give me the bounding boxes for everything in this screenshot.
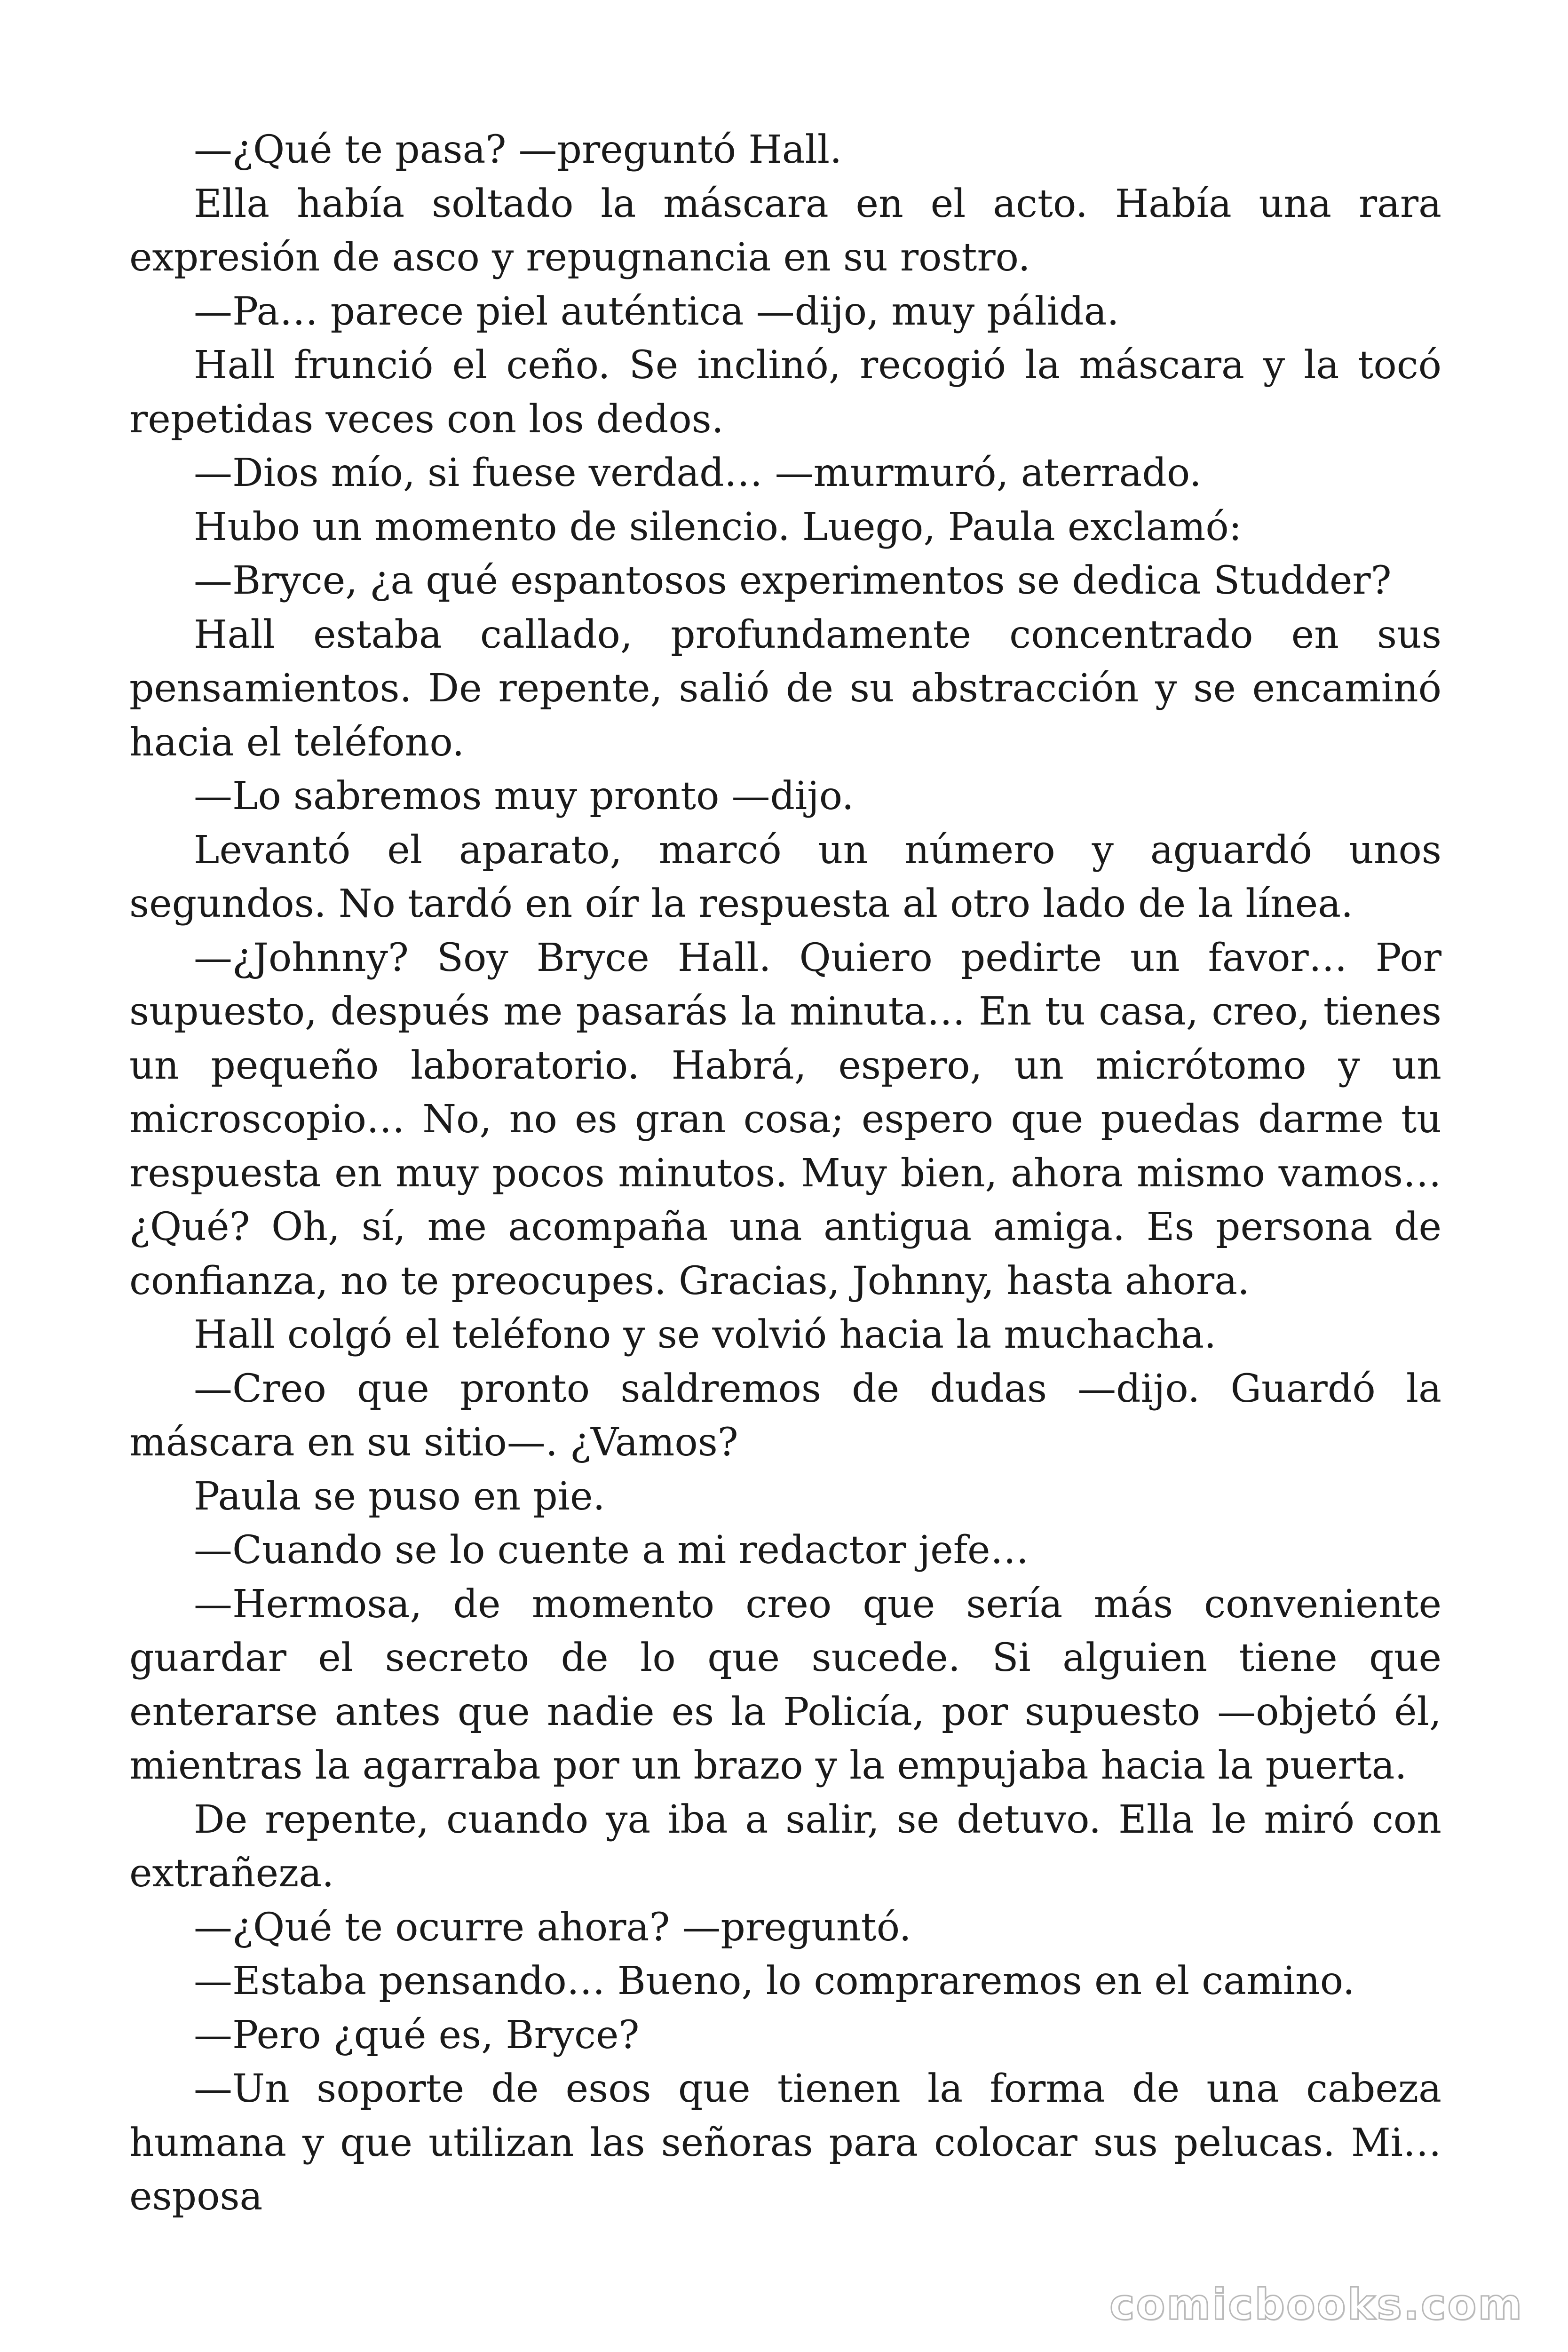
paragraph: —Bryce, ¿a qué espantosos experimentos se dedica Studder?: [194, 558, 1392, 603]
paragraph: Hall estaba callado, profundamente concentrado en sus pensamientos. De repente, salió de su abstracción y se encaminó hacia el teléfono.: [129, 612, 1441, 765]
paragraph: Levantó el aparato, marcó un número y aguardó unos segundos. No tardó en oír la respuesta al otro lado de la línea.: [129, 827, 1441, 926]
paragraph: —Cuando se lo cuente a mi redactor jefe…: [194, 1528, 1029, 1573]
page-text: [129, 123, 1441, 2224]
paragraph: Hubo un momento de silencio. Luego, Paula exclamó:: [194, 504, 1242, 549]
paragraph: Paula se puso en pie.: [194, 1474, 605, 1519]
paragraph: —¿Johnny? Soy Bryce Hall. Quiero pedirte un favor… Por supuesto, después me pasarás la minuta… En tu casa, creo, tienes un pequeño laboratorio. Habrá, espero, un micrótomo y un microscopio… No, no es gran cosa; espero que puedas darme tu respuesta en muy pocos minutos. Muy bien, ahora mismo vamos… ¿Qué? Oh, sí, me acompaña una antigua amiga. Es persona de confianza, no te preocupes. Gracias, Johnny, hasta ahora.: [129, 935, 1441, 1303]
paragraph: —Estaba pensando… Bueno, lo compraremos en el camino.: [194, 1959, 1355, 2003]
paragraph-continued: —Un soporte de esos que tienen la forma de una cabeza humana y que utilizan las señoras para colocar sus pelucas. Mi… esposa: [129, 2066, 1441, 2219]
paragraph: —¿Qué te pasa? —preguntó Hall.: [194, 127, 842, 172]
paragraph: Hall colgó el teléfono y se volvió hacia la muchacha.: [194, 1312, 1217, 1357]
paragraph: —Hermosa, de momento creo que sería más conveniente guardar el secreto de lo que sucede. Si alguien tiene que enterarse antes que nadie es la Policía, por supuesto —objetó él, mientras la agarraba por un brazo y la empujaba hacia la puerta.: [129, 1581, 1441, 1788]
paragraph: Hall frunció el ceño. Se inclinó, recogió la máscara y la tocó repetidas veces con los dedos.: [129, 343, 1441, 442]
watermark: comicbooks.com: [1109, 2280, 1523, 2329]
paragraph: —Pero ¿qué es, Bryce?: [194, 2012, 640, 2058]
paragraph: De repente, cuando ya iba a salir, se detuvo. Ella le miró con extrañeza.: [129, 1797, 1441, 1896]
paragraph: Ella había soltado la máscara en el acto. Había una rara expresión de asco y repugnancia en su rostro.: [129, 181, 1441, 280]
paragraph: —Creo que pronto saldremos de dudas —dijo. Guardó la máscara en su sitio—. ¿Vamos?: [129, 1366, 1441, 1465]
paragraph: —Lo sabremos muy pronto —dijo.: [194, 774, 854, 818]
paragraph: —Pa… parece piel auténtica —dijo, muy pálida.: [194, 289, 1119, 334]
paragraph: —¿Qué te ocurre ahora? —preguntó.: [194, 1905, 911, 1950]
paragraph: —Dios mío, si fuese verdad… —murmuró, aterrado.: [194, 451, 1202, 495]
